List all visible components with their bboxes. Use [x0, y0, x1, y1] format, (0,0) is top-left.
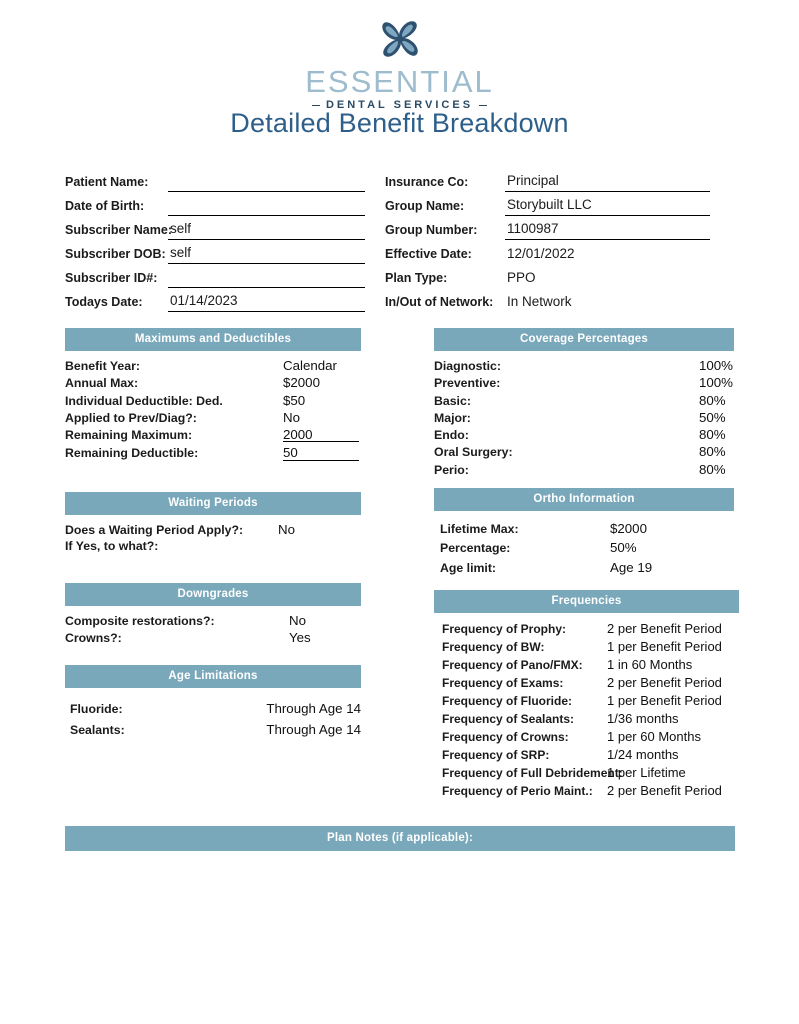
brand-tagline: DENTAL SERVICES [325, 99, 474, 111]
row-label: Major: [434, 410, 471, 425]
row-oral-surgery [434, 443, 734, 460]
row-label: Perio: [434, 462, 469, 477]
row-crowns [65, 629, 361, 646]
row-label: Crowns?: [65, 631, 122, 646]
row-label: Endo: [434, 428, 469, 443]
row-value[interactable]: 2000 [283, 428, 359, 442]
insurance-fields [385, 168, 710, 312]
section-header: Maximums and Deductibles [65, 328, 361, 351]
row-value: Calendar [283, 358, 337, 373]
row-value: No [283, 409, 300, 425]
row-frequency-pano-fmx [434, 655, 739, 673]
row-label: Basic: [434, 393, 471, 408]
row-value: 1 per Lifetime [607, 764, 686, 780]
row-frequency-sealants [434, 709, 739, 727]
field-value[interactable]: self [168, 221, 365, 240]
section-body [65, 688, 361, 741]
section-age-limitations [65, 665, 361, 741]
row-label: Composite restorations?: [65, 614, 215, 628]
row-label: Annual Max: [65, 376, 139, 391]
row-value: Through Age 14 [266, 722, 361, 738]
section-header: Age Limitations [65, 665, 361, 688]
row-perio [434, 461, 734, 478]
field-value[interactable]: In Network [507, 294, 572, 309]
field-label: Date of Birth: [65, 199, 145, 213]
row-remaining-deductible[interactable] [65, 444, 361, 462]
row-applied-to-prev-diag [65, 409, 361, 426]
section-body [65, 606, 361, 647]
row-label: Preventive: [434, 376, 501, 391]
row-label: Frequency of Prophy: [442, 621, 567, 636]
row-label: Lifetime Max: [440, 522, 519, 536]
row-label: Does a Waiting Period Apply?: [65, 523, 244, 537]
row-preventive [434, 374, 734, 391]
row-value: 1 in 60 Months [607, 656, 693, 672]
row-label: Frequency of SRP: [442, 747, 550, 762]
field-value[interactable]: Principal [505, 173, 710, 192]
row-value: Yes [289, 630, 311, 646]
row-waiting-period-apply [65, 521, 361, 538]
row-value: 100% [699, 358, 734, 373]
row-ortho-percentage [434, 538, 734, 557]
row-value: 50% [610, 540, 637, 556]
section-header: Ortho Information [434, 488, 734, 511]
row-benefit-year [65, 357, 361, 374]
row-frequency-crowns [434, 727, 739, 745]
field-network-status[interactable] [385, 288, 710, 312]
section-ortho-information [434, 488, 734, 577]
row-label: Sealants: [70, 723, 125, 738]
row-remaining-maximum[interactable] [65, 426, 361, 444]
row-label: Frequency of Pano/FMX: [442, 657, 583, 672]
field-label: In/Out of Network: [385, 295, 494, 309]
row-value: 1/36 months [607, 710, 679, 726]
row-value: 80% [699, 461, 726, 477]
brand-logo [0, 16, 799, 111]
row-label: Frequency of Perio Maint.: [442, 783, 593, 798]
row-frequency-fluoride [434, 691, 739, 709]
section-body [434, 511, 734, 577]
row-value: Age 19 [610, 559, 653, 575]
row-label: Oral Surgery: [434, 445, 513, 460]
row-value: 2 per Benefit Period [607, 620, 722, 636]
section-header: Frequencies [434, 590, 739, 613]
row-frequency-exams [434, 673, 739, 691]
field-label: Todays Date: [65, 295, 143, 309]
field-subscriber-dob[interactable] [65, 240, 365, 264]
tagline-rule-left [312, 105, 320, 106]
row-value: 1/24 months [607, 746, 679, 762]
four-petal-flower-icon [374, 16, 426, 64]
field-todays-date[interactable] [65, 288, 365, 312]
section-body [434, 351, 734, 478]
field-plan-type[interactable] [385, 264, 710, 288]
row-label: Age limit: [440, 560, 497, 575]
field-subscriber-id[interactable] [65, 264, 365, 288]
row-value: 1 per Benefit Period [607, 692, 722, 708]
tagline-rule-right [479, 105, 487, 106]
section-header: Plan Notes (if applicable): [65, 826, 735, 851]
row-value: 80% [699, 427, 726, 443]
row-value: 1 per 60 Months [607, 728, 701, 744]
section-body [434, 613, 739, 799]
field-label: Plan Type: [385, 271, 448, 285]
field-value[interactable]: self [168, 245, 365, 264]
row-annual-max [65, 374, 361, 391]
row-diagnostic [434, 357, 734, 374]
field-value[interactable]: Storybuilt LLC [505, 197, 710, 216]
row-value[interactable]: 50 [283, 446, 359, 460]
section-downgrades [65, 583, 361, 647]
field-subscriber-name[interactable] [65, 216, 365, 240]
row-label: Frequency of Exams: [442, 675, 564, 690]
row-lifetime-max [434, 519, 734, 538]
section-body [65, 351, 361, 463]
section-header: Coverage Percentages [434, 328, 734, 351]
row-label: Diagnostic: [434, 359, 501, 373]
row-frequency-prophy [434, 619, 739, 637]
row-value: No [278, 522, 295, 537]
patient-fields [65, 168, 365, 312]
row-label: Remaining Deductible: [65, 446, 199, 461]
row-label: Frequency of Sealants: [442, 711, 575, 726]
section-coverage-percentages [434, 328, 734, 478]
field-label: Group Number: [385, 223, 478, 237]
row-value: 2 per Benefit Period [607, 674, 722, 690]
row-label: If Yes, to what?: [65, 539, 159, 554]
field-value[interactable]: PPO [507, 270, 536, 285]
field-effective-date[interactable] [385, 240, 710, 264]
row-value: 100% [699, 375, 734, 391]
section-plan-notes [65, 826, 735, 1001]
row-label: Individual Deductible: Ded. [65, 393, 223, 408]
row-label: Percentage: [440, 541, 511, 556]
row-label: Frequency of Full Debridement: [442, 765, 623, 780]
row-value: 2 per Benefit Period [607, 782, 722, 798]
row-sealants-age-limit [65, 719, 361, 740]
section-header: Waiting Periods [65, 492, 361, 515]
row-frequency-srp [434, 745, 739, 763]
row-age-limit [434, 558, 734, 577]
row-value: 80% [699, 444, 726, 460]
row-value: 1 per Benefit Period [607, 638, 722, 654]
row-label: Frequency of Fluoride: [442, 693, 573, 708]
row-label: Frequency of BW: [442, 639, 545, 654]
row-fluoride-age-limit [65, 698, 361, 719]
row-value: $50 [283, 392, 306, 408]
field-patient-name[interactable] [65, 168, 365, 192]
plan-notes-area[interactable] [65, 851, 735, 1001]
field-label: Patient Name: [65, 175, 149, 189]
section-body [65, 515, 361, 555]
row-waiting-period-detail [65, 538, 361, 554]
row-frequency-bw [434, 637, 739, 655]
row-frequency-perio-maint [434, 781, 739, 799]
field-label: Effective Date: [385, 247, 472, 261]
row-value: 80% [699, 392, 726, 408]
field-group-number[interactable] [385, 216, 710, 240]
row-label: Benefit Year: [65, 359, 140, 373]
field-date-of-birth[interactable] [65, 192, 365, 216]
field-value[interactable]: 1100987 [505, 221, 710, 240]
field-label: Group Name: [385, 199, 465, 213]
page-title: Detailed Benefit Breakdown [230, 108, 569, 138]
row-composite-restorations [65, 612, 361, 629]
row-basic [434, 392, 734, 409]
row-value: $2000 [283, 375, 320, 391]
field-label: Insurance Co: [385, 175, 469, 189]
row-label: Remaining Maximum: [65, 428, 193, 443]
field-insurance-co[interactable] [385, 168, 710, 192]
row-major [434, 409, 734, 426]
section-header: Downgrades [65, 583, 361, 606]
row-label: Fluoride: [70, 702, 123, 716]
row-value: 50% [699, 409, 726, 425]
row-endo [434, 426, 734, 443]
field-label: Subscriber DOB: [65, 247, 166, 261]
row-individual-deductible [65, 392, 361, 409]
row-value: Through Age 14 [266, 701, 361, 716]
field-group-name[interactable] [385, 192, 710, 216]
row-label: Applied to Prev/Diag?: [65, 410, 197, 425]
field-label: Subscriber ID#: [65, 271, 158, 285]
row-value: $2000 [610, 521, 647, 536]
row-frequency-full-debridement [434, 763, 739, 781]
field-value[interactable]: 01/14/2023 [168, 293, 365, 312]
field-value[interactable]: 12/01/2022 [507, 246, 575, 261]
section-waiting-periods [65, 492, 361, 555]
brand-name: ESSENTIAL [305, 64, 494, 99]
row-value: No [289, 613, 306, 628]
section-frequencies [434, 590, 739, 799]
field-label: Subscriber Name: [65, 223, 172, 237]
section-maximums-and-deductibles [65, 328, 361, 463]
row-label: Frequency of Crowns: [442, 729, 569, 744]
